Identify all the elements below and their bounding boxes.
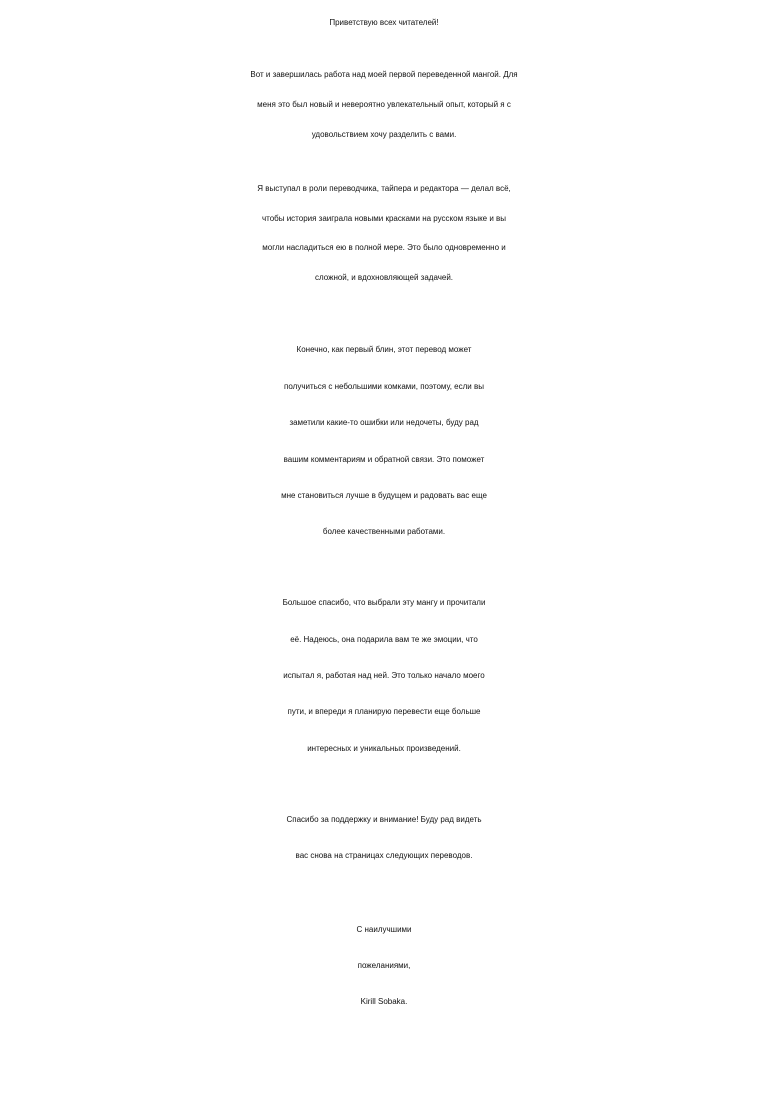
- paragraph-line: заметили какие-то ошибки или недочеты, буду рад: [289, 418, 479, 427]
- signature-line: С наилучшими: [356, 925, 412, 934]
- paragraph-line: более качественными работами.: [322, 527, 446, 536]
- paragraph-line: сложной, и вдохновляющей задачей.: [314, 273, 454, 282]
- paragraph-line: вашим комментариям и обратной связи. Это поможет: [283, 455, 485, 464]
- paragraph-line: получиться с небольшими комками, поэтому, если вы: [284, 382, 484, 391]
- paragraph-line: удовольствием хочу разделить с вами.: [311, 130, 457, 139]
- paragraph-line: меня это был новый и невероятно увлекательный опыт, который я с: [257, 100, 511, 109]
- paragraph-line: чтобы история заиграла новыми красками на русском языке и вы: [261, 214, 507, 223]
- paragraph-line: пути, и впереди я планирую перевести еще больше: [287, 707, 481, 716]
- paragraph-line: интересных и уникальных произведений.: [307, 744, 461, 753]
- signature-name: Kirill Sobaka.: [360, 997, 408, 1006]
- paragraph-line: её. Надеюсь, она подарила вам те же эмоции, что: [290, 635, 478, 644]
- paragraph-line: Я выступал в роли переводчика, тайпера и редактора — делал всё,: [257, 184, 511, 193]
- letter-title: Приветствую всех читателей!: [329, 18, 439, 27]
- signature-line: пожеланиями,: [357, 961, 411, 970]
- paragraph-line: Вот и завершилась работа над моей первой переведенной мангой. Для: [250, 70, 518, 79]
- paragraph-line: Конечно, как первый блин, этот перевод может: [296, 345, 472, 354]
- paragraph-line: Большое спасибо, что выбрали эту мангу и прочитали: [282, 598, 486, 607]
- paragraph-line: Спасибо за поддержку и внимание! Буду рад видеть: [286, 815, 482, 824]
- paragraph-line: мне становиться лучше в будущем и радовать вас еще: [281, 491, 487, 500]
- paragraph-line: вас снова на страницах следующих переводов.: [295, 851, 473, 860]
- paragraph-line: испытал я, работая над ней. Это только начало моего: [283, 671, 485, 680]
- paragraph-line: могли насладиться ею в полной мере. Это было одновременно и: [262, 243, 506, 252]
